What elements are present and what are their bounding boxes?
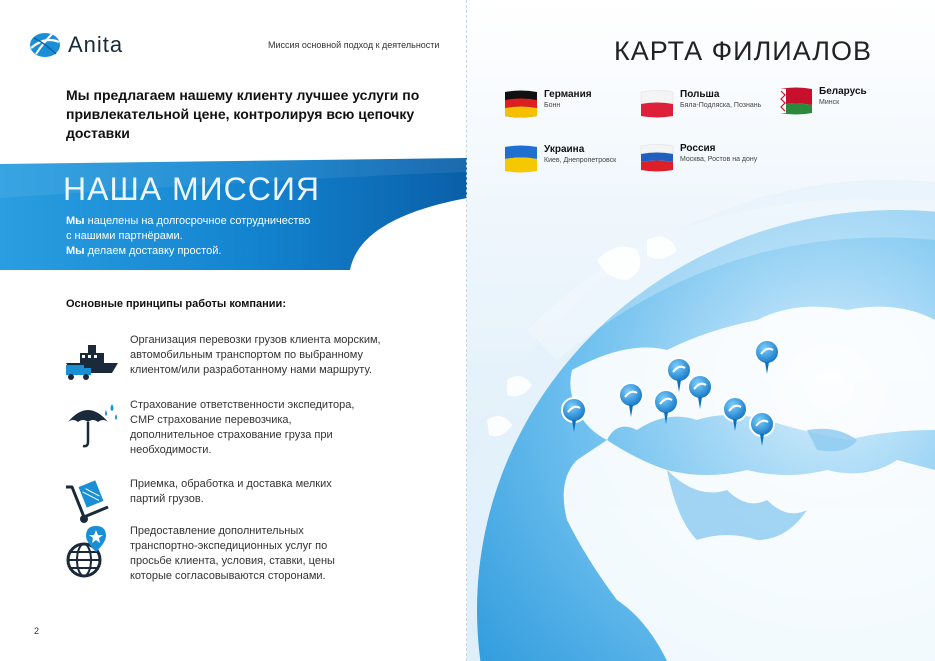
branch-cities: Минск <box>819 99 840 106</box>
principle-item <box>62 477 355 527</box>
page-number: 2 <box>34 626 40 636</box>
mission-text: Мы нацелены на долгосрочное сотрудничество с нашими партнёрами. Мы делаем доставку простой. <box>66 215 311 257</box>
umbrella-icon <box>62 398 122 448</box>
russia-flag-icon <box>640 143 674 173</box>
principle-item <box>62 333 385 383</box>
map-title: КАРТА ФИЛИАЛОВ <box>614 36 873 66</box>
principle-item <box>62 524 340 584</box>
branch-cities: Бонн <box>544 102 561 109</box>
branch-germany <box>504 89 592 119</box>
branch-russia <box>640 143 757 173</box>
branch-cities: Москва, Ростов на дону <box>680 156 758 163</box>
branch-country: Россия <box>680 143 716 154</box>
branch-country: Беларусь <box>819 86 867 97</box>
branch-country: Германия <box>544 89 592 100</box>
ship-truck-icon <box>62 333 122 383</box>
right-page <box>467 0 935 661</box>
principle-text: Приемка, обработка и доставка мелких партий грузов. <box>130 478 332 505</box>
germany-flag-icon <box>504 89 538 119</box>
branch-cities: Бяла-Подляска, Познань <box>680 102 762 109</box>
principle-text: Страхование ответственности экспедитора, CMP страхование перевозчика, дополнительное страхование груза при необходимости. <box>130 399 355 456</box>
logo-text: Anita <box>68 32 124 57</box>
left-page <box>0 0 467 661</box>
ukraine-flag-icon <box>504 144 538 174</box>
branch-poland <box>640 89 761 119</box>
hand-truck-icon <box>62 477 122 527</box>
principles-title: Основные принципы работы компании: <box>66 298 286 310</box>
anita-logo-icon <box>28 30 62 60</box>
principle-text: Организация перевозки грузов клиента морским, автомобильным транспортом по выбранному клиентом/или разработанному нами маршруту. <box>130 334 381 376</box>
branch-cities: Киев, Днепропетровск <box>544 157 617 164</box>
principle-item <box>62 398 375 458</box>
belarus-flag-icon <box>779 86 813 116</box>
branch-country: Польша <box>680 89 720 100</box>
branch-country: Украина <box>544 144 585 155</box>
mission-title: НАША МИССИЯ <box>63 171 320 207</box>
globe-pin-icon <box>62 524 122 584</box>
logo <box>28 30 123 60</box>
tagline: Миссия основной подход к деятельности <box>268 40 440 50</box>
headline: Мы предлагаем нашему клиенту лучшее услуги по привлекательной цене, контролируя всю цепочку доставки <box>66 87 420 141</box>
branch-ukraine <box>504 144 616 174</box>
principle-text: Предоставление дополнительных транспортно-экспедиционных услуг по просьбе клиента, условия, ставки, цены которые согласовываются сторонами. <box>130 525 335 582</box>
poland-flag-icon <box>640 89 674 119</box>
branch-belarus <box>779 86 867 116</box>
